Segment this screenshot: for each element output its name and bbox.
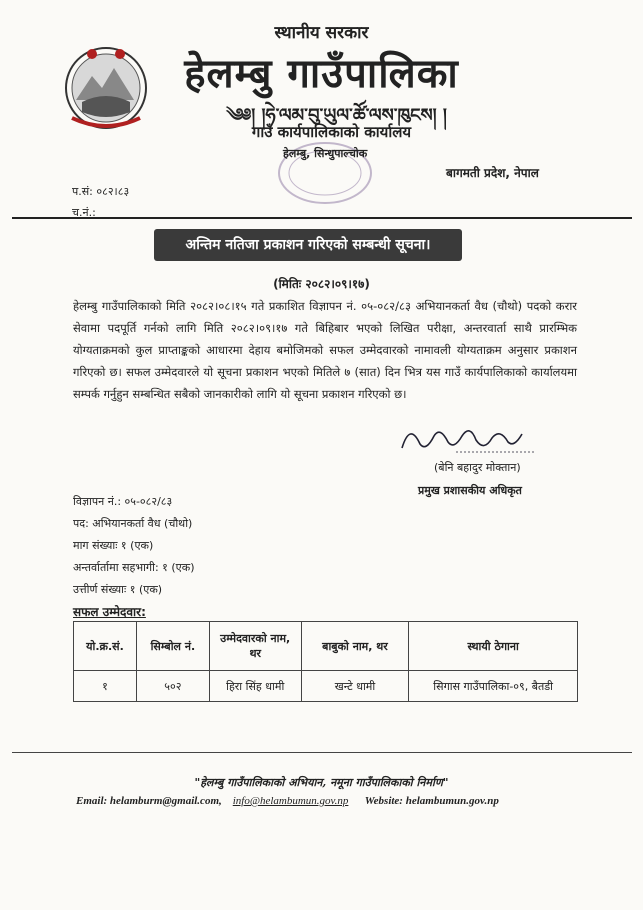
col-father: बाबुको नाम, थर (301, 622, 409, 671)
ps-value: ०८२।८३ (96, 185, 130, 198)
detail-ad-no: विज्ञापन नं.: ०५-०८२/८३ (73, 495, 173, 508)
results-table (73, 621, 578, 702)
detail-interview: अन्तर्वार्तामा सहभागी: १ (एक) (73, 561, 195, 574)
province: बागमती प्रदेश, नेपाल (446, 166, 539, 180)
header-divider (12, 217, 632, 219)
notice-title: अन्तिम नतिजा प्रकाशन गरिएको सम्बन्धी सूचना। (154, 229, 462, 261)
cell-candidate: हिरा सिंह धामी (209, 671, 301, 702)
ps-label: प.सं: (72, 185, 93, 198)
website-link[interactable]: helambumun.gov.np (405, 795, 499, 807)
col-symbol: सिम्बोल नं. (136, 622, 209, 671)
footer-contact (76, 795, 499, 807)
vacancy-details (73, 491, 195, 601)
email-label: Email: (76, 795, 108, 807)
notice-body: हेलम्बु गाउँपालिकाको मिति २०८२।०८।१५ गते प्रकाशित विज्ञापन नं. ०५-०८२/८३ अभियानकर्ता वैध (चौथो) पदको करार सेवामा पदपूर्ति गर्नको लागि मिति २०८२।०९।१७ गते बिहिबार भएको लिखित परीक्षा, अन्तरवार्ता साथै प्रारम्भिक योग्यताक्रमको कुल प्राप्ताङ्कको आधारमा देहाय बमोजिमको सफल उम्मेदवारको नामावली योग्यताक्रम अनुसार प्रकाशन गरिएको छ। सफल उम्मेदवारले यो सूचना प्रकाशन भएको मितिले ७ (सात) दिन भित्र यस गाउँ कार्यपालिकाको कार्यालयमा सम्पर्क गर्नुहुन सम्बन्धित सबैको जानकारीको लागि यो सूचना प्रकाशन गरिएको छ। (73, 299, 577, 401)
signatory-name: (बेनि बहादुर मोक्तान) (434, 461, 521, 474)
detail-passed: उत्तीर्ण संख्याः १ (एक) (73, 583, 163, 596)
results-header-row (74, 622, 578, 671)
ps-ref (72, 184, 129, 199)
cell-address: सिगास गाउँपालिका-०९, बैतडी (409, 671, 578, 702)
signatory-title: प्रमुख प्रशासकीय अधिकृत (418, 484, 522, 497)
cn-label: च.नं.: (72, 206, 96, 219)
col-serial: यो.क्र.सं. (74, 622, 137, 671)
cell-symbol: ५०२ (136, 671, 209, 702)
header-top-line: स्थानीय सरकार (274, 23, 369, 43)
signature-icon (396, 418, 536, 458)
notice-date: (मितिः २०८२।०९।१७) (273, 277, 370, 291)
tibetan-line: ༄༅། །ཧེ་ལམ་བུ་ཡུལ་ཚོ་ལས་ཁུངས། ། (226, 105, 447, 126)
col-address: स्थायी ठेगाना (409, 622, 578, 671)
office-name: गाउँ कार्यपालिकाको कार्यालय (251, 123, 412, 141)
table-row (74, 671, 578, 702)
cell-father: खन्टे धामी (301, 671, 409, 702)
footer-divider (12, 752, 632, 753)
col-candidate: उम्मेदवारको नाम, थर (209, 622, 301, 671)
results-label: सफल उम्मेदवार: (73, 605, 146, 619)
email-primary[interactable]: helamburm@gmail.com, (109, 795, 222, 807)
website-label: Website: (364, 795, 403, 807)
cell-serial: १ (74, 671, 137, 702)
office-location: हेलम्बु, सिन्धुपाल्चोक (283, 147, 368, 160)
detail-demand: माग संख्याः १ (एक) (73, 539, 154, 552)
email-secondary-link[interactable]: info@helambumun.gov.np (232, 795, 349, 807)
municipality-name: हेलम्बु गाउँपालिका (184, 51, 459, 97)
detail-post: पद: अभियानकर्ता वैध (चौथो) (73, 517, 193, 530)
footer-motto: "हेलम्बु गाउँपालिकाको अभियान, नमूना गाउँपालिकाको निर्माण" (194, 776, 449, 789)
